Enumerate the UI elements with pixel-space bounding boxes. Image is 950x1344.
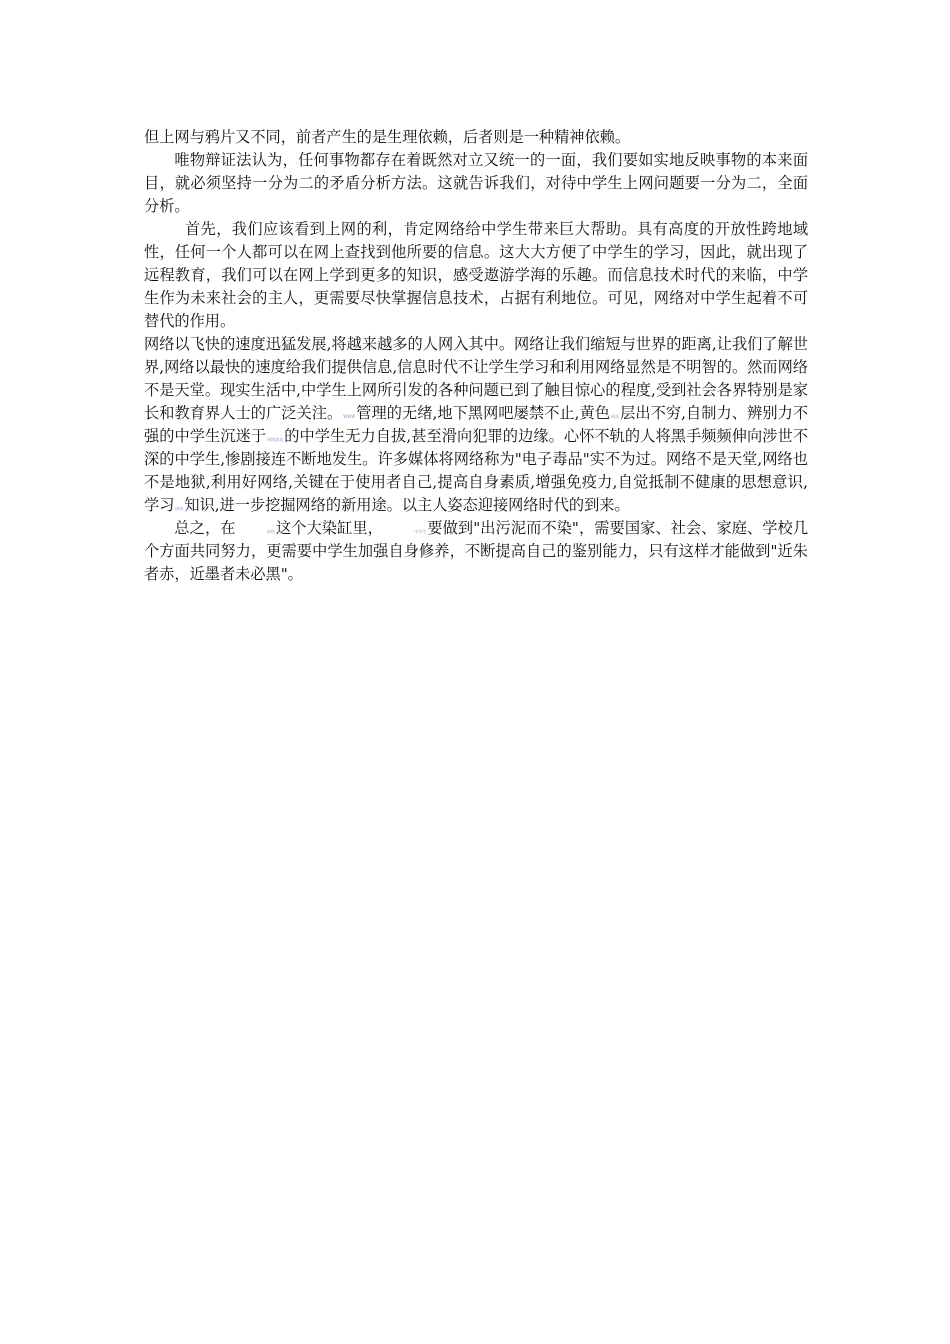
paragraph-5-text-3: 要做到"出污泥而不染"，需要国家、社会、家庭、学校几个方面共同努力，更需要中学生加强自身修养，不断提高自己的鉴别能力，只有这样才能做到"近朱者赤，近墨者未必黑"。 xyxy=(144,519,809,583)
paragraph-3: 首先，我们应该看到上网的利，肯定网络给中学生带来巨大帮助。具有高度的开放性跨地域性，任何一个人都可以在网上查找到他所要的信息。这大大方便了中学生的学习，因此，就出现了远程教育，我们可以在网上学到更多的知识，感受遨游学海的乐趣。而信息技术时代的来临，中学生作为未来社会的主人，更需要尽快掌握信息技术，占据有利地位。可见，网络对中学生起着不可替代的作用。 xyxy=(144,220,808,330)
inline-mark-5: 网络 xyxy=(266,529,275,534)
paragraph-5-text-2: 这个大染缸里， xyxy=(275,519,383,537)
paragraph-2: 唯物辩证法认为，任何事物都存在着既然对立又统一的一面，我们要如实地反映事物的本来面目，就必须坚持一分为二的矛盾分析方法。这就告诉我们，对待中学生上网问题要一分为二，全面分析。 xyxy=(144,151,808,215)
paragraph-4-text-4: 的中学生无力自拔,甚至滑向犯罪的边缘。心怀不轨的人将黑手频频伸向涉世不深的中学生,惨剧接连不断地发生。许多媒体将网络称为"电子毒品"实不为过。网络不是天堂,网络也不是地狱,利用好网络,关键在于使用者自己,提高自身素质,增强免疫力,自觉抵制不健康的思想意识,学习 xyxy=(144,427,809,514)
paragraph-4-text-1: 网络以飞快的速度迅猛发展,将越来越多的人网入其中。网络让我们缩短与世界的距离,让我们了解世界,网络以最快的速度给我们提供信息,信息时代不让学生学习和利用网络显然是不明智的。然而网络不是天堂。现实生活中,中学生上网所引发的各种问题已到了触目惊心的程度,受到社会各界特别是家长和教育界人士的广泛关注。 xyxy=(144,335,808,422)
inline-mark-3: 网络游戏 xyxy=(267,437,284,442)
paragraph-4-text-2: 管理的无绪,地下黑网吧屡禁不止,黄色 xyxy=(356,404,611,422)
inline-mark-1: WWW xyxy=(343,414,356,419)
inline-mark-2: 网站 xyxy=(611,414,620,419)
inline-mark-4: 网络 xyxy=(175,506,184,511)
paragraph-4-text-5: 知识,进一步挖掘网络的新用途。以主人姿态迎接网络时代的到来。 xyxy=(184,496,630,514)
inline-mark-6: 中学生 xyxy=(414,529,427,534)
paragraph-4-text-3: 层出不穷,自制力、辨别力不强的中学生沉迷于 xyxy=(144,404,809,445)
paragraph-5-text-1: 总之，在 xyxy=(174,519,236,537)
paragraph-5 xyxy=(144,517,808,586)
paragraph-4 xyxy=(144,333,808,517)
paragraph-1: 但上网与鸦片又不同，前者产生的是生理依赖，后者则是一种精神依赖。 xyxy=(144,128,630,146)
document-body xyxy=(144,126,808,586)
